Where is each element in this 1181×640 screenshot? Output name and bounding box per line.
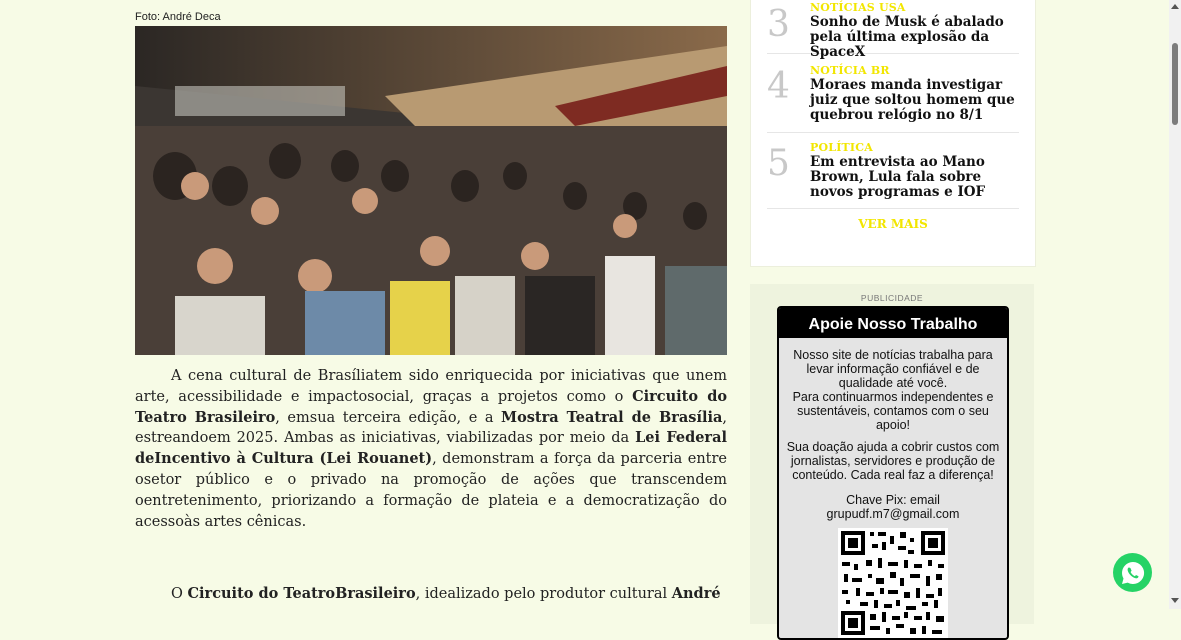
news-rank: 4 (767, 66, 790, 107)
news-category[interactable]: NOTÍCIA BR (810, 64, 890, 77)
ad-label: PUBLICIDADE (860, 293, 924, 303)
donation-text: Para continuarmos independentes e sustentáveis, contamos com o seu apoio! (792, 390, 994, 432)
qr-code-icon (838, 528, 948, 638)
news-title[interactable]: Moraes manda investigar juiz que soltou homem que quebrou relógio no 8/1 (810, 77, 1015, 123)
news-rank: 5 (767, 143, 790, 184)
most-read-card (750, 0, 1036, 267)
whatsapp-button[interactable] (1113, 553, 1152, 592)
scrollbar[interactable] (1169, 0, 1181, 609)
news-item[interactable] (767, 141, 1019, 209)
scroll-down-icon[interactable] (1171, 598, 1179, 603)
article-paragraph-2: O Circuito do TeatroBrasileiro, idealizado pelo produtor cultural André (171, 585, 721, 602)
article-paragraph-1: A cena cultural de Brasíliatem sido enriquecida por iniciativas que unem arte, acessibilidade e impactosocial, graças a projetos como o Circuito do Teatro Brasileiro, emsua terceira edição, e a Mostra Teatral de Brasília, estreandoem 2025. Ambas as iniciativas, viabilizadas por meio da Lei Federal deIncentivo à Cultura (Lei Rouanet), demonstram a força da parceria entre osetor público e o privado na promoção de ações que transcendem oentretenimento, priorizando a formação de plateia e a democratização do acessoàs artes cênicas. (135, 368, 728, 530)
donation-text: Sua doação ajuda a cobrir custos com jornalistas, servidores e produção de conteúdo. Cada real faz a diferença! (786, 440, 1000, 482)
news-category[interactable]: NOTÍCIAS USA (810, 1, 906, 14)
pix-email: grupudf.m7@gmail.com (826, 507, 960, 521)
news-category[interactable]: POLÍTICA (810, 141, 873, 154)
news-item[interactable] (767, 1, 1019, 60)
news-item[interactable] (767, 64, 1019, 133)
donation-banner[interactable] (777, 306, 1009, 640)
pix-label: Chave Pix: email (846, 493, 940, 507)
donation-text: Nosso site de notícias trabalha para levar informação confiável e de qualidade até você. (793, 348, 993, 390)
whatsapp-icon (1120, 560, 1146, 586)
scrollbar-thumb[interactable] (1172, 43, 1178, 125)
see-more-link[interactable]: VER MAIS (858, 217, 928, 231)
article-photo (135, 26, 727, 355)
news-rank: 3 (767, 4, 790, 45)
photo-credit: Foto: André Deca (135, 11, 221, 23)
scroll-up-icon[interactable] (1171, 4, 1179, 9)
news-title[interactable]: Sonho de Musk é abalado pela última explosão da SpaceX (810, 14, 1004, 60)
news-title[interactable]: Em entrevista ao Mano Brown, Lula fala sobre novos programas e IOF (810, 154, 986, 200)
ad-block (750, 284, 1034, 624)
donation-title: Apoie Nosso Trabalho (779, 308, 1007, 338)
